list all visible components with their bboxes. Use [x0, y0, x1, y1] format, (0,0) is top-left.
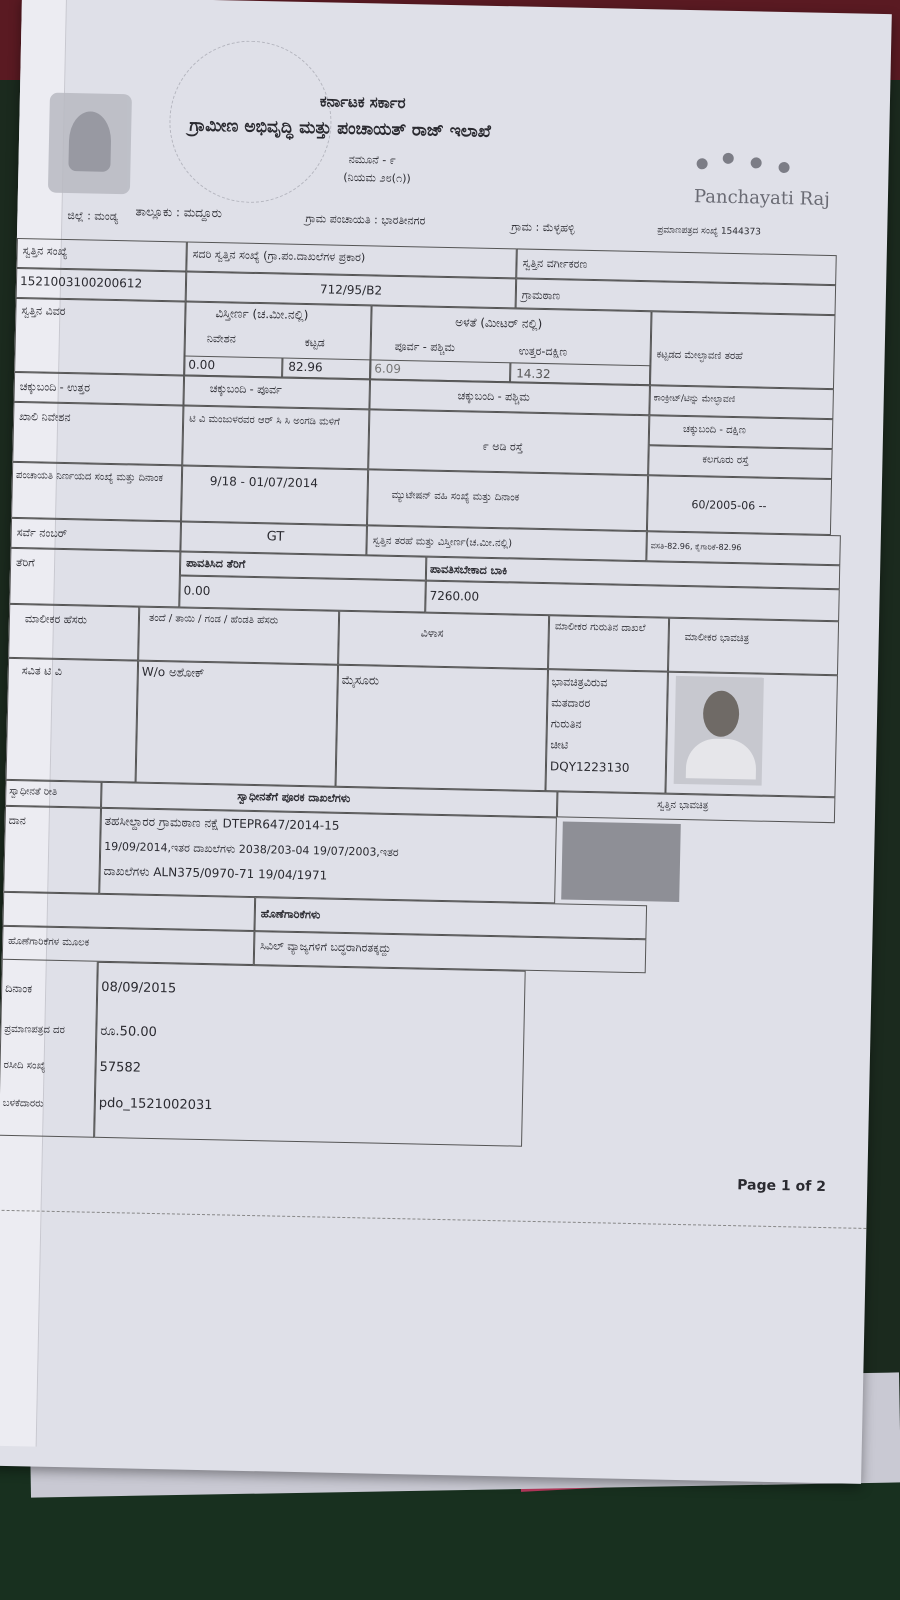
boundary-west-label: ಚಕ್ಕುಬಂದಿ - ಪಶ್ಚಿಮ: [457, 389, 530, 404]
roof-type-value: ಕಾಂಕ್ರೀಟ್/ಟಿನ್ನು ಮೇಲ್ಛಾವಣಿ: [653, 393, 736, 406]
site-value: 0.00: [188, 357, 216, 373]
user-label: ಬಳಕೆದಾರರು: [2, 1097, 44, 1110]
tax-label: ತೆರಿಗೆ: [15, 556, 35, 570]
boundary-east-label: ಚಕ್ಕುಬಂದಿ - ಪೂರ್ವ: [209, 382, 282, 397]
east-west-value: 6.09: [374, 361, 402, 377]
resolution-value: 9/18 - 01/07/2014: [209, 474, 319, 491]
old-number-value: 712/95/B2: [319, 282, 383, 298]
issue-date-value: 08/09/2015: [101, 979, 177, 997]
page-number: Page 1 of 2: [737, 1177, 827, 1196]
receipt-value: 57582: [99, 1059, 142, 1076]
id-doc-header: ಮಾಲೀಕರ ಗುರುತಿನ ದಾಖಲೆ: [554, 621, 646, 635]
east-west-label: ಪೂರ್ವ - ಪಶ್ಚಿಮ: [394, 339, 456, 355]
fee-label: ಪ್ರಮಾಣಪತ್ರದ ದರ: [4, 1023, 65, 1037]
owner-photo-header: ಮಾಲೀಕರ ಭಾವಚಿತ್ರ: [684, 632, 750, 645]
type-area-label: ಸ್ವತ್ತಿನ ತರಹೆ ಮತ್ತು ವಿಸ್ತೀರ್ಣ(ಚ.ಮೀ.ನಲ್ಲಿ): [372, 535, 513, 550]
boundary-south-label: ಚಕ್ಕುಬಂದಿ - ದಕ್ಷಿಣ: [682, 423, 747, 437]
roof-type-label: ಕಟ್ಟಡದ ಮೇಲ್ಛಾವಣಿ ತರಹೆ: [656, 349, 743, 363]
supporting-docs-label: ಸ್ವಾಧೀನತೆಗೆ ಪೂರಕ ದಾಖಲೆಗಳು: [237, 789, 351, 806]
acquisition-method-value: ದಾನ: [8, 813, 26, 828]
boundary-east-value: ಟಿ ವಿ ಮಂಜುಳರವರ ಆರ್ ಸಿ ಸಿ ಅಂಗಡಿ ಮಳಿಗೆ: [189, 413, 341, 428]
owner-name: ಸವಿತ ಟಿ ವಿ: [21, 664, 63, 678]
building-value: 82.96: [288, 359, 323, 375]
owner-relation: W/o ಅಶೋಕ್: [141, 664, 205, 680]
mutation-label: ಮ್ಯುಟೇಷನ್ ವಹಿ ಸಂಖ್ಯೆ ಮತ್ತು ದಿನಾಂಕ: [391, 489, 520, 504]
owner-photo: [674, 676, 764, 786]
tax-paid-label: ಪಾವತಿಸಿದ ತೆರಿಗೆ: [186, 556, 246, 571]
old-number-label: ಸದರಿ ಸ್ವತ್ತಿನ ಸಂಖ್ಯೆ (ಗ್ರಾ.ಪಂ.ದಾಖಲೆಗಳ ಪ್ರಕಾರ): [192, 247, 366, 265]
extent-label: ವಿಸ್ತೀರ್ಣ (ಚ.ಮೀ.ನಲ್ಲಿ): [215, 306, 309, 323]
id-doc-line3: ಗುರುತಿನ: [550, 717, 582, 731]
receipt-label: ರಸೀದಿ ಸಂಖ್ಯೆ: [3, 1059, 46, 1072]
owner-name-header: ಮಾಲೀಕರ ಹೆಸರು: [24, 612, 88, 627]
district: ಜಿಲ್ಲೆ : ಮಂಡ್ಯ: [67, 209, 119, 224]
acquisition-method-label: ಸ್ವಾಧೀನತೆ ರೀತಿ: [9, 785, 58, 798]
docs-line3: ದಾಖಲೆಗಳು ALN375/0970-71 19/04/1971: [103, 863, 328, 883]
mutation-value: 60/2005-06 --: [691, 498, 767, 513]
panchayati-raj-logo: [686, 158, 831, 211]
user-value: pdo_1521002031: [98, 1095, 213, 1114]
details-label: ಸ್ವತ್ತಿನ ವಿವರ: [21, 304, 66, 318]
karnataka-emblem-icon: [48, 93, 132, 195]
dimension-label: ಅಳತೆ (ಮೀಟರ್ ನಲ್ಲಿ): [455, 315, 543, 331]
north-south-value: 14.32: [516, 366, 551, 382]
liabilities-value: ಸಿವಿಲ್ ವ್ಯಾಜ್ಯಗಳಿಗೆ ಬದ್ಧರಾಗಿರತಕ್ಕದ್ದು: [260, 939, 392, 955]
north-south-label: ಉತ್ತರ-ದಕ್ಷಿಣ: [518, 344, 568, 359]
resolution-label: ಪಂಚಾಯತಿ ನಿರ್ಣಯದ ಸಂಖ್ಯೆ ಮತ್ತು ದಿನಾಂಕ: [15, 469, 164, 485]
owner-address: ಮೈಸೂರು: [341, 672, 380, 688]
type-area-value: ವಸತಿ-82.96, ಕೈಗಾರಿಕೆ-82.96: [650, 541, 742, 553]
village: ಗ್ರಾಮ : ಮೆಳ್ಳಹಳ್ಳಿ: [511, 220, 575, 235]
issue-date-label: ದಿನಾಂಕ: [5, 981, 33, 996]
site-label: ನಿವೇಶನ: [206, 331, 236, 346]
tax-paid-value: 0.00: [183, 583, 211, 599]
survey-label: ಸರ್ವೆ ನಂಬರ್: [16, 526, 68, 541]
boundary-west-value: ೯ ಅಡಿ ರಸ್ತೆ: [482, 439, 524, 454]
id-number: DQY1223130: [549, 759, 630, 775]
property-id-value: 1521003100200612: [19, 274, 143, 291]
property-photo-label: ಸ್ವತ್ತಿನ ಭಾವಚಿತ್ರ: [657, 799, 709, 812]
fee-value: ರೂ.50.00: [100, 1023, 158, 1041]
docs-line2: 19/09/2014,ಇತರ ದಾಖಲೆಗಳು 2038/203-04 19/07/2003,ಇತರ: [104, 839, 399, 860]
logo-text: Panchayati Raj: [693, 186, 831, 210]
liabilities-label: ಹೊಣೆಗಾರಿಕೆಗಳು: [260, 907, 321, 922]
property-photo: [561, 822, 681, 902]
classification-label: ಸ್ವತ್ತಿನ ವರ್ಗೀಕರಣ: [522, 256, 588, 271]
gram-panchayat: ಗ್ರಾಮ ಪಂಚಾಯತಿ : ಭಾರತೀನಗರ: [305, 211, 426, 228]
building-label: ಕಟ್ಟಡ: [304, 336, 325, 350]
docs-line1: ತಹಸೀಲ್ದಾರರ ಗ್ರಾಮಠಾಣ ನಕ್ಷೆ DTEPR647/2014-15: [104, 813, 340, 833]
relation-header: ತಂದೆ / ತಾಯಿ / ಗಂಡ / ಹೆಂಡತಿ ಹೆಸರು: [148, 612, 279, 627]
gov-title: ಕರ್ನಾಟಕ ಸರ್ಕಾರ: [319, 92, 406, 113]
rule-number: (ನಿಯಮ ೨೮(೧)): [343, 170, 411, 186]
form-number: ನಮೂನೆ - ೯: [348, 152, 397, 167]
tax-due-label: ಪಾವತಿಸಬೇಕಾದ ಬಾಕಿ: [429, 562, 508, 578]
liabilities-source-label: ಹೊಣೆಗಾರಿಕೆಗಳ ಮೂಲಕ: [8, 935, 90, 949]
address-header: ವಿಳಾಸ: [420, 626, 444, 640]
tax-due-value: 7260.00: [429, 588, 480, 604]
id-doc-line2: ಮತದಾರರ: [551, 696, 591, 711]
id-doc-line1: ಭಾವಚಿತ್ರವಿರುವ: [551, 675, 608, 690]
boundary-north-value: ಖಾಲಿ ನಿವೇಶನ: [19, 410, 71, 425]
tear-line: [0, 1210, 866, 1229]
boundary-north-label: ಚಕ್ಕುಬಂದಿ - ಉತ್ತರ: [19, 380, 91, 395]
property-id-label: ಸ್ವತ್ತಿನ ಸಂಖ್ಯೆ: [22, 244, 68, 259]
boundary-south-value: ಕಲಗೂರು ರಸ್ತೆ: [702, 454, 749, 467]
certificate-number: ಪ್ರಮಾಣಪತ್ರದ ಸಂಖ್ಯೆ 1544373: [657, 225, 762, 238]
dept-title: ಗ್ರಾಮೀಣ ಅಭಿವೃದ್ಧಿ ಮತ್ತು ಪಂಚಾಯತ್ ರಾಜ್ ಇಲಾಖೆ: [189, 115, 492, 142]
classification-value: ಗ್ರಾಮಠಾಣ: [521, 288, 561, 303]
survey-value: GT: [266, 529, 285, 545]
id-doc-line4: ಚೀಟಿ: [550, 738, 569, 752]
taluk: ತಾಲ್ಲೂಕು : ಮದ್ದೂರು: [135, 204, 223, 221]
